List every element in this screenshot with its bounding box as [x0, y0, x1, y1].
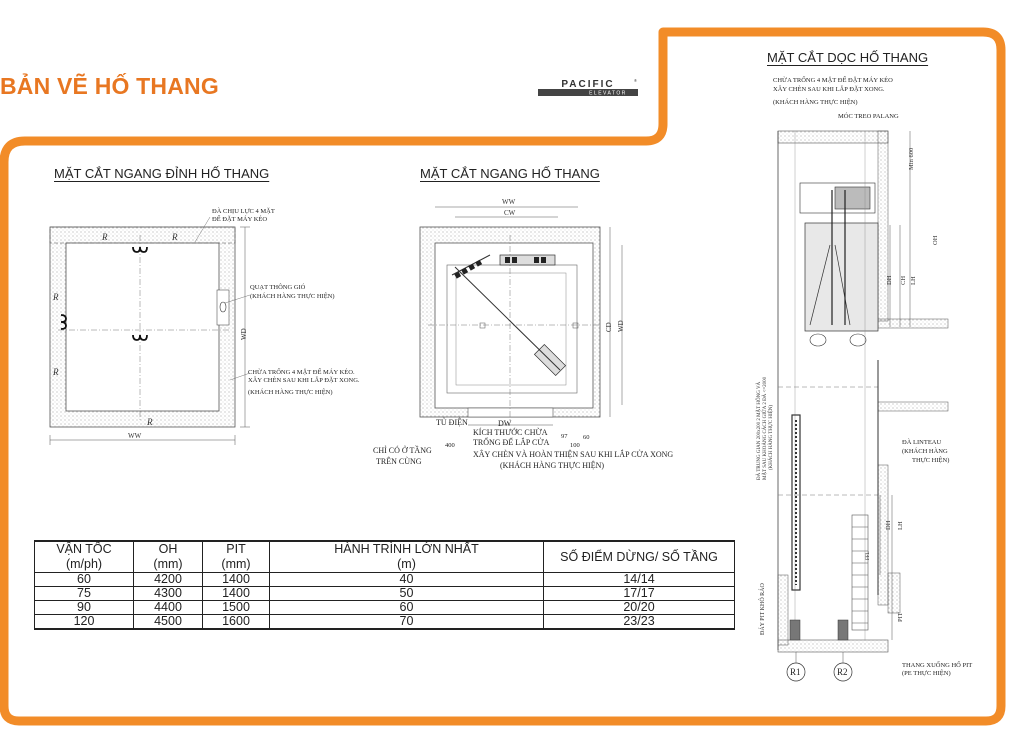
cell-pit: 1600 — [203, 615, 270, 630]
side-beam-note-3: (KHÁCH HÀNG THỰC HIỆN) — [769, 404, 774, 470]
top-fan-note-2: (KHÁCH HÀNG THỰC HIỆN) — [250, 293, 335, 300]
top-r-label-2: R — [172, 232, 178, 242]
cell-oh: 4500 — [134, 615, 203, 630]
side-top-note-1: CHỪA TRỐNG 4 MẶT ĐỂ ĐẶT MÁY KÉO — [773, 77, 893, 84]
header-oh-line1: OH — [158, 542, 178, 556]
svg-text:PACIFIC: PACIFIC — [561, 79, 615, 90]
top-fan-note-1: QUẠT THÔNG GIÓ — [250, 284, 306, 291]
pacific-logo — [538, 78, 638, 100]
top-open-note-3: (KHÁCH HÀNG THỰC HIỆN) — [248, 389, 333, 396]
top-wd-label: WD — [240, 328, 248, 340]
plan-ww-label: WW — [502, 198, 516, 206]
table-row — [35, 587, 735, 601]
header-stops — [544, 541, 735, 573]
cell-stops: 23/23 — [544, 615, 735, 630]
header-speed — [35, 541, 134, 573]
plan-cw-label: CW — [504, 209, 516, 217]
cell-speed: 75 — [35, 587, 134, 601]
plan-door-note-3: XÂY CHÈN VÀ HOÀN THIỆN SAU KHI LẮP CỬA XONG — [473, 450, 674, 459]
cell-oh: 4200 — [134, 573, 203, 587]
side-lh2-label: LH — [897, 521, 904, 530]
side-section-title: MẶT CẮT DỌC HỐ THANG — [767, 50, 929, 65]
cell-oh: 4400 — [134, 601, 203, 615]
header-stops-line1: SỐ ĐIỂM DỪNG/ SỐ TẦNG — [560, 549, 718, 564]
svg-text:ELEVATOR: ELEVATOR — [589, 90, 627, 97]
side-dh2-label: DH — [885, 520, 892, 530]
side-top-note-2: XÂY CHÈN SAU KHI LẮP ĐẶT XONG. — [773, 86, 885, 93]
plan-door-note-4: (KHÁCH HÀNG THỰC HIỆN) — [500, 461, 605, 470]
cell-travel: 50 — [270, 587, 544, 601]
cell-pit: 1500 — [203, 601, 270, 615]
table-row — [35, 601, 735, 615]
cell-speed: 60 — [35, 573, 134, 587]
side-ffl-label: FFL — [866, 551, 871, 560]
top-beam-note-2: ĐỂ ĐẶT MÁY KÉO — [212, 216, 268, 223]
side-linteau-1: ĐÀ LINTEAU — [902, 439, 942, 446]
plan-dim-400: 400 — [445, 442, 455, 449]
table-header-row — [35, 541, 735, 573]
side-pit-label: PIT — [897, 612, 904, 622]
top-section-title: MẶT CẮT NGANG ĐỈNH HỐ THANG — [54, 166, 270, 181]
cell-stops: 20/20 — [544, 601, 735, 615]
plan-dim-100: 100 — [570, 442, 580, 449]
side-oh-label: OH — [932, 235, 939, 245]
plan-floor-note-2: TRÊN CÙNG — [376, 457, 422, 466]
header-speed-line1: VẬN TỐC — [56, 542, 112, 556]
plan-section-title: MẶT CẮT NGANG HỐ THANG — [420, 166, 600, 181]
header-travel-line2: (m) — [397, 557, 416, 571]
side-min600-label: Min 600 — [908, 147, 915, 170]
side-lh-label: LH — [910, 276, 917, 285]
cell-travel: 70 — [270, 615, 544, 630]
side-ladder-note-1: THANG XUỐNG HỐ PIT — [902, 662, 973, 669]
side-beam-note-2: MẶT SAU KHOẢNG CÁCH GIỮA 2 ĐÀ <=2000 — [763, 376, 768, 480]
header-pit-line1: PIT — [226, 542, 246, 556]
side-r2-label: R2 — [837, 667, 848, 677]
side-ch-label: CH — [900, 275, 907, 285]
header-pit — [203, 541, 270, 573]
plan-dim-60: 60 — [583, 434, 590, 441]
top-open-note-2: XÂY CHÈN SAU KHI LẮP ĐẶT XONG. — [248, 377, 360, 384]
header-pit-line2: (mm) — [221, 557, 251, 571]
cell-speed: 120 — [35, 615, 134, 630]
cell-stops: 14/14 — [544, 573, 735, 587]
header-speed-line2: (m/ph) — [65, 557, 103, 571]
header-oh — [134, 541, 203, 573]
plan-floor-note-1: CHỈ CÓ Ở TẦNG — [373, 446, 432, 455]
side-beam-note-1: ĐÀ TRUNG GIAN 200x200 2 MẶT HÔNG VÀ — [757, 381, 762, 480]
svg-text:®: ® — [634, 78, 637, 83]
top-beam-note-1: ĐÀ CHỊU LỰC 4 MẶT — [212, 208, 275, 215]
side-hook-note: MÓC TREO PALANG — [838, 113, 899, 120]
top-open-note-1: CHỪA TRỐNG 4 MẶT ĐỂ MÁY KÉO. — [248, 369, 355, 376]
cell-pit: 1400 — [203, 587, 270, 601]
side-linteau-3: THỰC HIỆN) — [912, 457, 950, 464]
cell-travel: 40 — [270, 573, 544, 587]
page-title: BẢN VẼ HỐ THANG — [0, 73, 219, 99]
top-r-label-3: R — [53, 292, 59, 302]
plan-panel-label: TỦ ĐIỆN — [436, 418, 468, 427]
top-section-drawing — [40, 195, 370, 460]
plan-cd-label: CD — [605, 322, 613, 332]
plan-dim-97: 97 — [561, 433, 568, 440]
header-oh-line2: (mm) — [153, 557, 183, 571]
table-row — [35, 615, 735, 630]
cell-pit: 1400 — [203, 573, 270, 587]
side-linteau-2: (KHÁCH HÀNG — [902, 448, 948, 455]
table-row — [35, 573, 735, 587]
side-dh-label: DH — [886, 275, 893, 285]
cell-oh: 4300 — [134, 587, 203, 601]
cell-speed: 90 — [35, 601, 134, 615]
side-r1-label: R1 — [790, 667, 801, 677]
side-ladder-note-2: (PE THỰC HIỆN) — [902, 670, 951, 677]
top-r-label-4: R — [53, 367, 59, 377]
side-pit-floor-note: ĐÁY PIT KHÔ RÁO — [760, 583, 766, 635]
side-section-drawing — [740, 95, 950, 690]
header-travel — [270, 541, 544, 573]
side-top-note-3: (KHÁCH HÀNG THỰC HIỆN) — [773, 99, 858, 106]
plan-door-note-2: TRỐNG ĐỂ LẮP CỬA — [473, 438, 550, 447]
plan-section-drawing — [410, 195, 635, 440]
plan-door-note-1: KÍCH THƯỚC CHỪA — [473, 428, 548, 437]
top-r-label-5: R — [147, 417, 153, 427]
top-r-label-1: R — [102, 232, 108, 242]
spec-table — [34, 540, 735, 630]
top-ww-label: WW — [128, 432, 142, 440]
header-travel-line1: HÀNH TRÌNH LỚN NHẤT — [334, 542, 479, 556]
plan-dw-label: DW — [498, 419, 512, 428]
cell-stops: 17/17 — [544, 587, 735, 601]
cell-travel: 60 — [270, 601, 544, 615]
plan-wd-label: WD — [617, 320, 625, 332]
